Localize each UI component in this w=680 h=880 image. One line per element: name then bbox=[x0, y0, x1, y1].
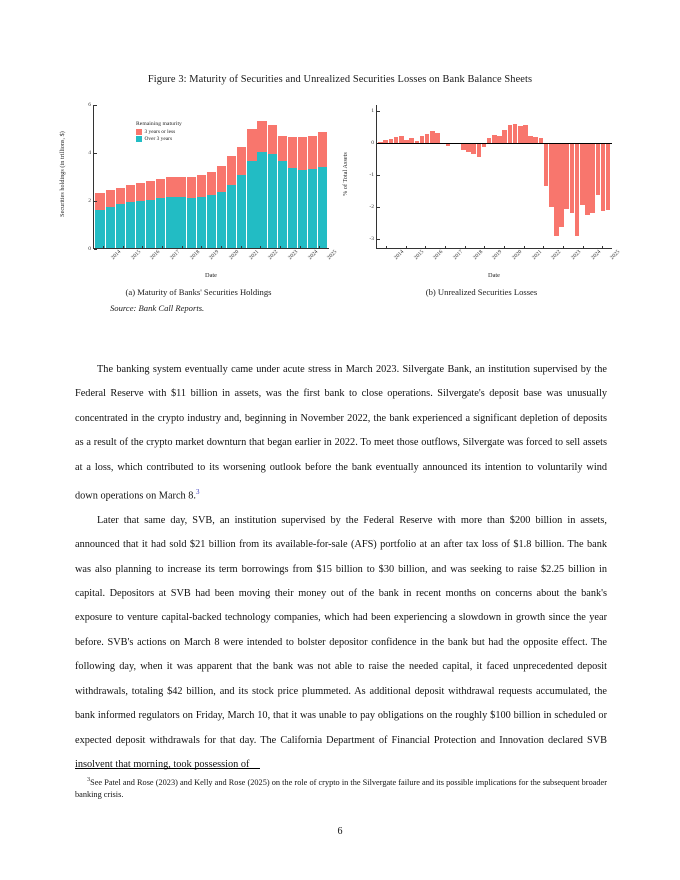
bar-segment-over-3-years bbox=[95, 210, 104, 248]
bar-segment-3-years-or-less bbox=[308, 136, 317, 169]
chart-a-xtick-mark bbox=[162, 246, 163, 249]
chart-b-bar-rect bbox=[477, 143, 482, 157]
chart-b-plot-area bbox=[369, 105, 612, 249]
chart-b-bar-rect bbox=[585, 143, 590, 215]
chart-b-bar bbox=[420, 105, 425, 248]
bar-segment-3-years-or-less bbox=[278, 136, 287, 161]
figure-caption: Figure 3: Maturity of Securities and Unrealized Securities Losses on Bank Balance Sheets bbox=[147, 74, 533, 85]
paragraph-1-text: The banking system eventually came under acute stress in March 2023. Silvergate Bank, an institution supervised by the Federal Reserve with $11 billion in assets, was the first bank to close operations. Silvergate's deposit base was unusually concentrated in the crypto industry and, beginning in November 2022, the bank experienced a significant depletion of deposits as a result of the crypto market downturn that began earlier in 2022. To meet those outflows, Silvergate was forced to sell assets at a loss, which contributed to its worsening outlook before the bank eventually announced its intention to voluntarily wind down operations on March 8. bbox=[75, 364, 607, 502]
chart-b-ytick: -1 bbox=[369, 172, 377, 178]
bar-segment-over-3-years bbox=[268, 154, 277, 248]
chart-b-bar bbox=[533, 105, 538, 248]
bar-segment-3-years-or-less bbox=[288, 137, 297, 169]
chart-a-xtick-mark bbox=[182, 246, 183, 249]
chart-a-xtick-label: 2020 bbox=[228, 249, 241, 262]
chart-b-ytick: 1 bbox=[371, 108, 377, 114]
chart-b-bar-rect bbox=[420, 136, 425, 143]
figure-subcaptions bbox=[0, 287, 680, 297]
chart-b-bar-rect bbox=[570, 143, 575, 213]
chart-a-xtick-mark bbox=[260, 246, 261, 249]
chart-b-bar bbox=[383, 105, 388, 248]
chart-b-bar-rect bbox=[492, 135, 497, 143]
chart-a-xtick-mark bbox=[221, 246, 222, 249]
chart-b-bar-rect bbox=[580, 143, 585, 204]
bar-segment-3-years-or-less bbox=[136, 183, 145, 201]
chart-b-bar bbox=[585, 105, 590, 248]
figure-3-block bbox=[0, 74, 680, 313]
bar-segment-over-3-years bbox=[207, 195, 216, 248]
chart-b-xtick-label: 2018 bbox=[471, 249, 484, 262]
chart-b-bar bbox=[513, 105, 518, 248]
chart-b-xtick-label: 2022 bbox=[550, 249, 563, 262]
bar-segment-over-3-years bbox=[308, 169, 317, 248]
bar-segment-3-years-or-less bbox=[166, 177, 175, 197]
chart-b-xtick-label: 2014 bbox=[393, 249, 406, 262]
bar-segment-over-3-years bbox=[136, 201, 145, 248]
chart-b-ytick: -3 bbox=[369, 236, 377, 242]
bar-segment-3-years-or-less bbox=[176, 177, 185, 197]
chart-a-xtick-mark bbox=[123, 246, 124, 249]
panel-b-losses-chart bbox=[343, 99, 620, 285]
chart-b-bar bbox=[415, 105, 420, 248]
chart-b-bar bbox=[456, 105, 461, 248]
chart-a-bar bbox=[197, 105, 206, 248]
chart-a-plot-area bbox=[88, 102, 329, 252]
chart-b-bar bbox=[606, 105, 611, 248]
chart-b-bar bbox=[508, 105, 513, 248]
bar-segment-3-years-or-less bbox=[217, 166, 226, 192]
chart-a-xtick-mark bbox=[319, 246, 320, 249]
chart-b-xtick-mark bbox=[563, 246, 564, 249]
bar-segment-over-3-years bbox=[197, 197, 206, 248]
footnote-marker-3[interactable]: 3 bbox=[195, 488, 200, 497]
chart-b-bar bbox=[461, 105, 466, 248]
footnote-3 bbox=[75, 774, 607, 802]
chart-a-bar bbox=[268, 105, 277, 248]
chart-b-bar-rect bbox=[528, 136, 533, 144]
chart-a-ytick: 2 bbox=[88, 198, 94, 204]
bar-segment-3-years-or-less bbox=[156, 179, 165, 198]
chart-b-xtick-mark bbox=[465, 246, 466, 249]
chart-b-bar bbox=[518, 105, 523, 248]
chart-b-bar-rect bbox=[430, 131, 435, 143]
chart-a-bar bbox=[95, 105, 104, 248]
legend-swatch-teal bbox=[136, 136, 142, 142]
bar-segment-3-years-or-less bbox=[318, 132, 327, 167]
chart-b-xtick-mark bbox=[445, 246, 446, 249]
chart-b-bar bbox=[477, 105, 482, 248]
chart-a-xtick-label: 2019 bbox=[208, 249, 221, 262]
chart-a-xtick-mark bbox=[103, 246, 104, 249]
chart-b-bar-rect bbox=[497, 136, 502, 143]
chart-b-bar-rect bbox=[435, 133, 440, 143]
chart-b-xtick-label: 2023 bbox=[570, 249, 583, 262]
chart-a-ylabel: Securities holdings (in trillions, $) bbox=[60, 131, 67, 217]
chart-b-bar-rect bbox=[513, 124, 518, 143]
chart-a-xtick-label: 2016 bbox=[149, 249, 162, 262]
chart-b-xtick-mark bbox=[524, 246, 525, 249]
chart-a-xtick-label: 2022 bbox=[267, 249, 280, 262]
chart-a-bar bbox=[278, 105, 287, 248]
footnote-rule bbox=[75, 768, 260, 769]
chart-a-bar bbox=[247, 105, 256, 248]
chart-b-bar-rect bbox=[502, 130, 507, 143]
chart-b-xtick-mark bbox=[425, 246, 426, 249]
chart-a-bar bbox=[126, 105, 135, 248]
chart-a-bar bbox=[288, 105, 297, 248]
chart-b-bar-rect bbox=[466, 143, 471, 152]
chart-b-bar bbox=[564, 105, 569, 248]
chart-b-bar bbox=[497, 105, 502, 248]
panel-a-maturity-chart bbox=[60, 99, 337, 285]
chart-a-bar bbox=[298, 105, 307, 248]
chart-b-bar bbox=[409, 105, 414, 248]
paragraph-1 bbox=[75, 358, 607, 509]
chart-b bbox=[343, 99, 620, 285]
chart-b-bar-rect bbox=[606, 143, 611, 210]
bar-segment-over-3-years bbox=[318, 167, 327, 248]
bar-segment-over-3-years bbox=[156, 198, 165, 248]
chart-a-bar bbox=[106, 105, 115, 248]
chart-b-bar bbox=[399, 105, 404, 248]
chart-a-xtick-label: 2021 bbox=[247, 249, 260, 262]
bar-segment-over-3-years bbox=[217, 192, 226, 248]
bar-segment-over-3-years bbox=[146, 200, 155, 248]
chart-b-bar-rect bbox=[523, 125, 528, 143]
chart-b-ytick: -2 bbox=[369, 204, 377, 210]
chart-a-xtick-mark bbox=[201, 246, 202, 249]
bar-segment-over-3-years bbox=[298, 170, 307, 248]
chart-b-bar bbox=[492, 105, 497, 248]
bar-segment-3-years-or-less bbox=[146, 181, 155, 199]
body-text bbox=[75, 358, 607, 777]
legend-label-teal: Over 3 years bbox=[144, 136, 173, 143]
chart-a-xtick-label: 2024 bbox=[306, 249, 319, 262]
chart-b-bar-rect bbox=[590, 143, 595, 213]
chart-b-xtick-label: 2024 bbox=[589, 249, 602, 262]
paragraph-2: Later that same day, SVB, an institution supervised by the Federal Reserve with more than $200 billion in assets, announced that it had sold $21 billion from its available-for-sale (AFS) portfolio at an after tax loss of $1.8 billion. The bank was also planning to increase its term borrowings from $15 billion to $30 billion, and was seeking to raise $2.25 billion in capital. Depositors at SVB had been moving their money out of the bank in recent months on concerns about the bank's exposure to venture capital-backed technology companies, which had been experiencing a slowdown in growth since the year before. SVB's actions on March 8 were intended to bolster depositor confidence in the bank but had the opposite effect. The following day, when it was apparent that the bank was not able to raise the needed capital, it faced unprecedented deposit withdrawals, totaling $42 billion, and its stock price plummeted. As additional deposit withdrawal requests accumulated, the bank informed regulators on Friday, March 10, that it was unable to pay obligations on the roughly $100 billion in scheduled or expected deposit withdrawals for that day. The California Department of Financial Protection and Innovation declared SVB insolvent that morning, took possession of bbox=[75, 514, 607, 770]
bar-segment-3-years-or-less bbox=[116, 188, 125, 205]
bar-segment-over-3-years bbox=[187, 198, 196, 248]
chart-b-bar bbox=[466, 105, 471, 248]
chart-a-xtick-mark bbox=[300, 246, 301, 249]
bar-segment-3-years-or-less bbox=[227, 156, 236, 185]
chart-b-bar bbox=[482, 105, 487, 248]
chart-b-xtick-mark bbox=[583, 246, 584, 249]
chart-b-bar bbox=[575, 105, 580, 248]
chart-b-bar bbox=[440, 105, 445, 248]
chart-b-bar bbox=[451, 105, 456, 248]
bar-segment-over-3-years bbox=[126, 202, 135, 248]
chart-b-bar bbox=[502, 105, 507, 248]
figure-source-note: Source: Bank Call Reports. bbox=[110, 303, 205, 313]
chart-b-bar bbox=[471, 105, 476, 248]
chart-b-bar bbox=[554, 105, 559, 248]
chart-b-bar-rect bbox=[575, 143, 580, 235]
chart-b-bar-rect bbox=[518, 126, 523, 143]
chart-b-xlabel: Date bbox=[488, 272, 500, 279]
chart-b-bar bbox=[378, 105, 383, 248]
bar-segment-over-3-years bbox=[288, 168, 297, 248]
footnote-text: See Patel and Rose (2023) and Kelly and Rose (2025) on the role of crypto in the Silvergate failure and its possible implications for the subsequent broader banking crisis. bbox=[75, 777, 607, 799]
bar-segment-3-years-or-less bbox=[197, 175, 206, 197]
chart-b-xtick-label: 2016 bbox=[432, 249, 445, 262]
chart-b-bar bbox=[580, 105, 585, 248]
chart-b-bar bbox=[389, 105, 394, 248]
bar-segment-over-3-years bbox=[247, 161, 256, 248]
subcaption-b: (b) Unrealized Securities Losses bbox=[425, 287, 538, 297]
chart-b-bar-rect bbox=[425, 134, 430, 144]
footnote-number: 3 bbox=[87, 775, 91, 783]
chart-b-ylabel-wrap bbox=[339, 99, 353, 249]
bar-segment-over-3-years bbox=[257, 152, 266, 248]
chart-a-bar bbox=[227, 105, 236, 248]
chart-b-xtick-label: 2020 bbox=[511, 249, 524, 262]
chart-a-legend bbox=[136, 121, 182, 142]
chart-b-xtick-label: 2021 bbox=[530, 249, 543, 262]
chart-a-bar bbox=[207, 105, 216, 248]
chart-b-bar-rect bbox=[544, 143, 549, 185]
bar-segment-over-3-years bbox=[176, 197, 185, 248]
chart-b-bar-rect bbox=[564, 143, 569, 209]
chart-a-ytick: 4 bbox=[88, 150, 94, 156]
bar-segment-3-years-or-less bbox=[237, 147, 246, 175]
chart-b-bar bbox=[601, 105, 606, 248]
chart-b-bar-rect bbox=[554, 143, 559, 235]
chart-a-bar bbox=[257, 105, 266, 248]
bar-segment-over-3-years bbox=[166, 197, 175, 248]
bar-segment-3-years-or-less bbox=[95, 193, 104, 210]
chart-b-bar-rect bbox=[508, 125, 513, 143]
chart-b-bar-rect bbox=[596, 143, 601, 195]
chart-b-bar bbox=[523, 105, 528, 248]
chart-a-bar bbox=[237, 105, 246, 248]
bar-segment-3-years-or-less bbox=[126, 185, 135, 202]
chart-b-xtick-mark bbox=[386, 246, 387, 249]
chart-a-bars bbox=[95, 105, 328, 248]
chart-b-xtick-label: 2017 bbox=[452, 249, 465, 262]
chart-b-bar bbox=[404, 105, 409, 248]
chart-b-bar bbox=[435, 105, 440, 248]
chart-b-bar bbox=[446, 105, 451, 248]
chart-b-ylabel: % of Total Assets bbox=[343, 152, 350, 196]
chart-a-bar bbox=[308, 105, 317, 248]
chart-a-bar bbox=[116, 105, 125, 248]
chart-b-xtick-label: 2019 bbox=[491, 249, 504, 262]
chart-a-bar bbox=[187, 105, 196, 248]
chart-b-bar bbox=[590, 105, 595, 248]
chart-b-bar bbox=[430, 105, 435, 248]
chart-b-bar bbox=[539, 105, 544, 248]
bar-segment-3-years-or-less bbox=[247, 129, 256, 161]
chart-a-xtick-label: 2018 bbox=[188, 249, 201, 262]
chart-b-xtick-mark bbox=[484, 246, 485, 249]
chart-b-bar bbox=[528, 105, 533, 248]
bar-segment-over-3-years bbox=[237, 175, 246, 248]
bar-segment-3-years-or-less bbox=[187, 177, 196, 198]
chart-b-bar-rect bbox=[399, 136, 404, 143]
chart-b-xtick-label: 2025 bbox=[609, 249, 622, 262]
bar-segment-3-years-or-less bbox=[207, 172, 216, 196]
bar-segment-over-3-years bbox=[106, 207, 115, 248]
chart-a-xtick-label: 2015 bbox=[129, 249, 142, 262]
chart-a-xtick-mark bbox=[142, 246, 143, 249]
chart-b-bar-rect bbox=[559, 143, 564, 227]
chart-b-xtick-mark bbox=[543, 246, 544, 249]
footnote-section bbox=[75, 768, 607, 801]
chart-a-bar bbox=[217, 105, 226, 248]
chart-b-bar-rect bbox=[549, 143, 554, 207]
chart-b-bar-rect bbox=[471, 143, 476, 153]
bar-segment-3-years-or-less bbox=[106, 190, 115, 207]
subcaption-a: (a) Maturity of Banks' Securities Holdings bbox=[125, 287, 272, 297]
bar-segment-3-years-or-less bbox=[298, 137, 307, 170]
chart-a-xtick-label: 2023 bbox=[287, 249, 300, 262]
figure-panels bbox=[0, 99, 680, 285]
chart-a-xtick-mark bbox=[241, 246, 242, 249]
chart-a-ytick: 6 bbox=[88, 102, 94, 108]
chart-b-xtick-mark bbox=[602, 246, 603, 249]
chart-b-bar bbox=[596, 105, 601, 248]
chart-b-bar bbox=[549, 105, 554, 248]
chart-a-ytick: 0 bbox=[88, 246, 94, 252]
legend-entry-over-3-years bbox=[136, 136, 182, 142]
legend-label-red: 3 years or less bbox=[144, 129, 176, 135]
chart-b-bar-rect bbox=[601, 143, 606, 210]
chart-a bbox=[60, 99, 337, 285]
chart-b-bar bbox=[559, 105, 564, 248]
chart-b-xtick-mark bbox=[406, 246, 407, 249]
chart-b-ytick: 0 bbox=[371, 140, 377, 146]
legend-swatch-red bbox=[136, 129, 142, 135]
bar-segment-over-3-years bbox=[227, 185, 236, 248]
chart-b-xtick-mark bbox=[504, 246, 505, 249]
legend-entry-3-years-or-less bbox=[136, 129, 182, 135]
chart-a-xtick-label: 2014 bbox=[110, 249, 123, 262]
chart-b-bar bbox=[570, 105, 575, 248]
chart-b-bar bbox=[425, 105, 430, 248]
legend-title: Remaining maturity bbox=[136, 121, 182, 127]
chart-b-bar bbox=[487, 105, 492, 248]
page-number: 6 bbox=[337, 826, 343, 837]
chart-b-bar bbox=[544, 105, 549, 248]
chart-a-bar bbox=[318, 105, 327, 248]
chart-a-xtick-label: 2025 bbox=[326, 249, 339, 262]
chart-b-xtick-label: 2015 bbox=[412, 249, 425, 262]
chart-a-ylabel-wrap bbox=[56, 99, 70, 249]
chart-b-bar bbox=[394, 105, 399, 248]
chart-a-xlabel: Date bbox=[205, 272, 217, 279]
bar-segment-3-years-or-less bbox=[257, 121, 266, 152]
bar-segment-over-3-years bbox=[278, 161, 287, 248]
chart-a-xtick-label: 2017 bbox=[169, 249, 182, 262]
bar-segment-3-years-or-less bbox=[268, 125, 277, 154]
bar-segment-over-3-years bbox=[116, 204, 125, 248]
chart-b-zero-line bbox=[377, 143, 612, 144]
chart-a-xtick-mark bbox=[280, 246, 281, 249]
chart-b-bars bbox=[378, 105, 611, 248]
